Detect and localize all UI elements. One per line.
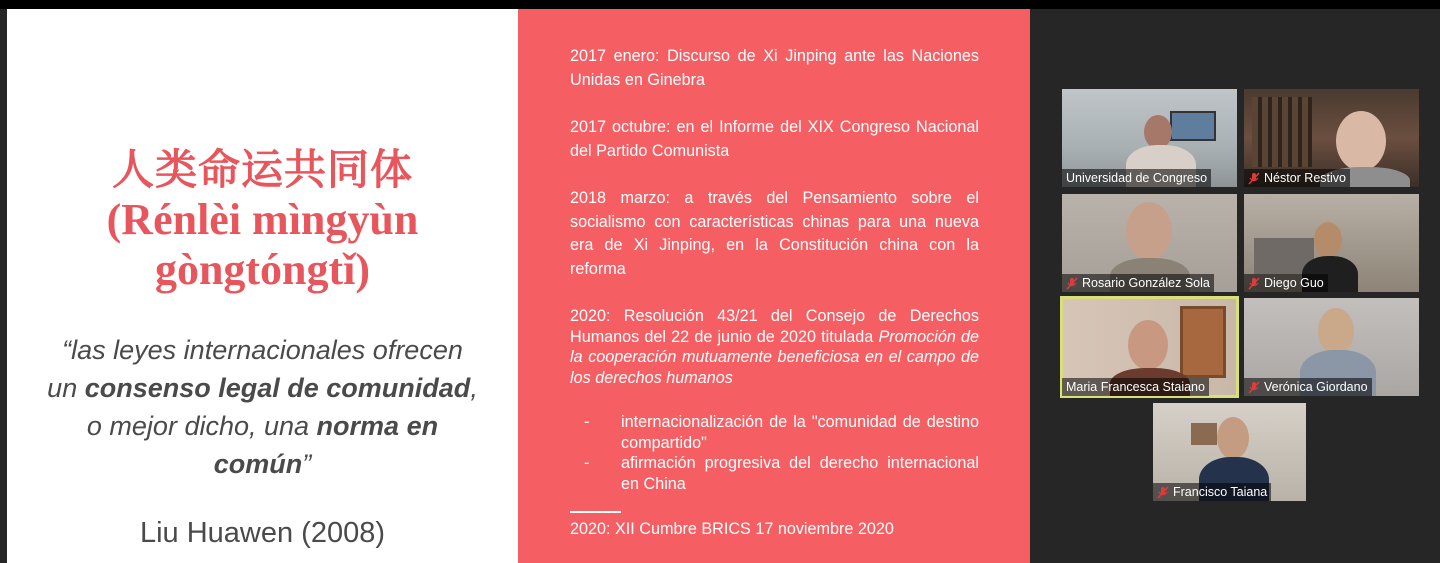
video-tile-active-speaker[interactable] bbox=[1062, 298, 1237, 396]
participant-head bbox=[1144, 115, 1172, 149]
timeline-item: 2020: XII Cumbre BRICS 17 noviembre 2020 bbox=[570, 520, 894, 538]
participant-name: Maria Francesca Staiano bbox=[1066, 380, 1205, 394]
top-bar bbox=[0, 0, 1440, 9]
muted-mic-icon bbox=[1248, 381, 1260, 394]
participant-name-label bbox=[1244, 274, 1328, 292]
video-tile[interactable] bbox=[1244, 194, 1419, 292]
background-picture bbox=[1191, 423, 1217, 445]
shared-screen-slide bbox=[7, 9, 1030, 563]
timeline-item: 2017 octubre: en el Informe del XIX Congreso Nacional del Partido Comunista bbox=[570, 118, 979, 160]
video-tile[interactable] bbox=[1244, 298, 1419, 396]
bullet-text: afirmación progresiva del derecho internacional en China bbox=[621, 454, 979, 493]
background-screen bbox=[1170, 111, 1216, 141]
participant-head bbox=[1217, 417, 1249, 459]
participant-head bbox=[1314, 222, 1342, 258]
participant-name: Verónica Giordano bbox=[1264, 380, 1368, 394]
muted-mic-icon bbox=[1248, 172, 1260, 185]
bullet-item bbox=[584, 453, 979, 494]
divider-line bbox=[570, 511, 621, 513]
participant-name: Diego Guo bbox=[1264, 276, 1324, 290]
quote-emphasis: común bbox=[213, 449, 303, 479]
quote-text: o mejor dicho, una bbox=[86, 411, 317, 441]
timeline-item-text: 2020: Resolución 43/21 del Consejo de Derechos Humanos del 22 de junio de 2020 titulada bbox=[570, 307, 979, 346]
bullet-dash: - bbox=[584, 454, 590, 472]
resolution-title: Promoción de la cooperación mutuamente beneficiosa en el campo de los derechos humanos bbox=[570, 327, 979, 387]
background-frame bbox=[1180, 306, 1226, 378]
quote-emphasis: norma en bbox=[316, 411, 439, 441]
quote-author: Liu Huawen (2008) bbox=[139, 517, 386, 549]
video-tile[interactable] bbox=[1244, 89, 1419, 187]
participant-name: Rosario González Sola bbox=[1082, 276, 1210, 290]
bullet-text: internacionalización de la "comunidad de destino compartido" bbox=[621, 413, 979, 452]
bullet-dash: - bbox=[584, 413, 590, 431]
slide-right-panel bbox=[518, 9, 1030, 563]
participant-name-label bbox=[1244, 169, 1350, 187]
bullet-list bbox=[584, 412, 979, 494]
bullet-item bbox=[584, 412, 979, 453]
video-tile[interactable] bbox=[1062, 89, 1237, 187]
muted-mic-icon bbox=[1066, 277, 1078, 290]
participant-head bbox=[1126, 202, 1172, 260]
participant-head bbox=[1318, 308, 1354, 354]
participant-name: Néstor Restivo bbox=[1264, 171, 1346, 185]
quote-text: ” bbox=[302, 449, 312, 479]
quote-line-4 bbox=[41, 445, 484, 483]
participant-name: Universidad de Congreso bbox=[1066, 171, 1208, 185]
slide-left-panel bbox=[7, 9, 518, 563]
participant-name-label bbox=[1153, 483, 1271, 501]
quote-line-1: “las leyes internacionales ofrecen bbox=[62, 335, 463, 365]
video-tile[interactable] bbox=[1062, 194, 1237, 292]
participant-name-label bbox=[1062, 378, 1209, 396]
timeline-item: 2018 marzo: a través del Pensamiento sobre el socialismo con características chinas para una nueva era de Xi Jinping, en la Constitución china con la reforma bbox=[570, 189, 979, 278]
bookshelf bbox=[1252, 97, 1312, 167]
participant-name-label bbox=[1062, 274, 1214, 292]
participant-name: Francisco Taiana bbox=[1173, 485, 1268, 499]
participant-head bbox=[1128, 320, 1168, 370]
slide-quote bbox=[41, 331, 484, 483]
slide-title-chinese: 人类命运共同体 bbox=[111, 145, 413, 194]
participant-name-label bbox=[1062, 169, 1211, 187]
participant-name-label bbox=[1244, 378, 1372, 396]
muted-mic-icon bbox=[1248, 277, 1260, 290]
slide-title-pinyin bbox=[7, 195, 518, 295]
quote-line-3 bbox=[41, 407, 484, 445]
pinyin-line-2: gòngtóngtǐ) bbox=[154, 245, 371, 294]
quote-text: un bbox=[47, 373, 85, 403]
quote-text: , bbox=[470, 373, 478, 403]
pinyin-line-1: (Rénlèi mìngyùn bbox=[106, 195, 419, 244]
timeline-item: 2017 enero: Discurso de Xi Jinping ante las Naciones Unidas en Ginebra bbox=[570, 47, 979, 89]
quote-emphasis: consenso legal de comunidad bbox=[84, 373, 471, 403]
timeline-item bbox=[570, 306, 979, 388]
participant-head bbox=[1336, 111, 1386, 171]
muted-mic-icon bbox=[1157, 486, 1169, 499]
video-tile[interactable] bbox=[1153, 403, 1306, 501]
quote-line-2 bbox=[41, 369, 484, 407]
